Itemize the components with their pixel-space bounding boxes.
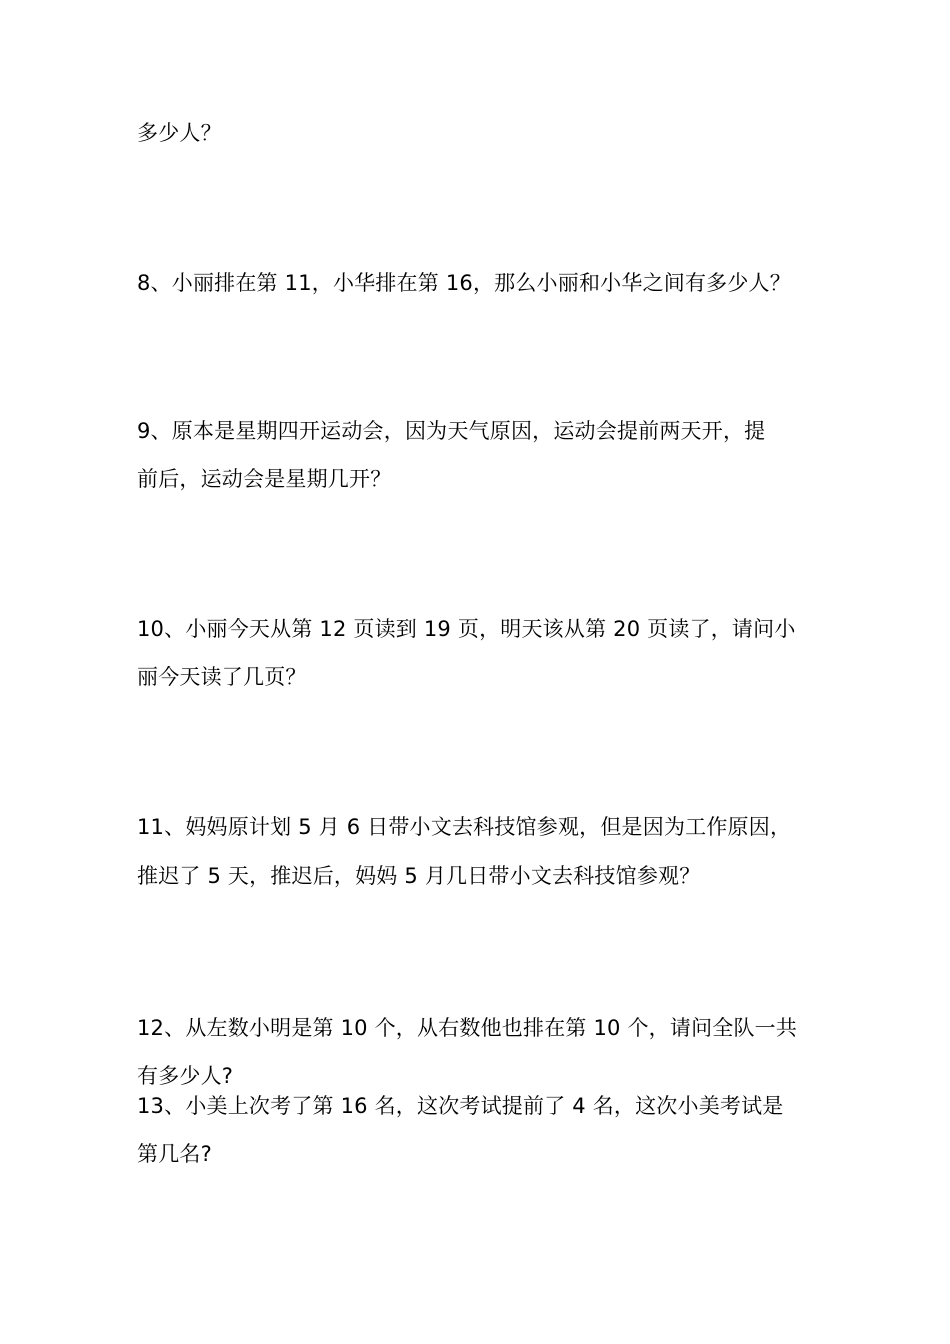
question-12-line-1: 12、从左数小明是第 10 个，从右数他也排在第 10 个，请问全队一共: [137, 1016, 798, 1040]
question-13-line-1: 13、小美上次考了第 16 名，这次考试提前了 4 名，这次小美考试是: [137, 1094, 784, 1118]
question-8-line-1: 8、小丽排在第 11，小华排在第 16，那么小丽和小华之间有多少人？: [137, 271, 791, 295]
question-13-line-2: 第几名?: [137, 1142, 212, 1166]
question-9-line-1: 9、原本是星期四开运动会，因为天气原因，运动会提前两天开，提: [137, 419, 766, 443]
question-10-line-2: 丽今天读了几页？: [137, 665, 307, 689]
question-12-line-2: 有多少人?: [137, 1064, 234, 1088]
question-7-continuation: 多少人？: [137, 121, 222, 145]
question-11-line-2: 推迟了 5 天，推迟后，妈妈 5 月几日带小文去科技馆参观？: [137, 864, 701, 888]
question-11-line-1: 11、妈妈原计划 5 月 6 日带小文去科技馆参观，但是因为工作原因，: [137, 815, 792, 839]
question-10-line-1: 10、小丽今天从第 12 页读到 19 页，明天该从第 20 页读了，请问小: [137, 617, 796, 641]
question-9-line-2: 前后，运动会是星期几开？: [137, 467, 392, 491]
